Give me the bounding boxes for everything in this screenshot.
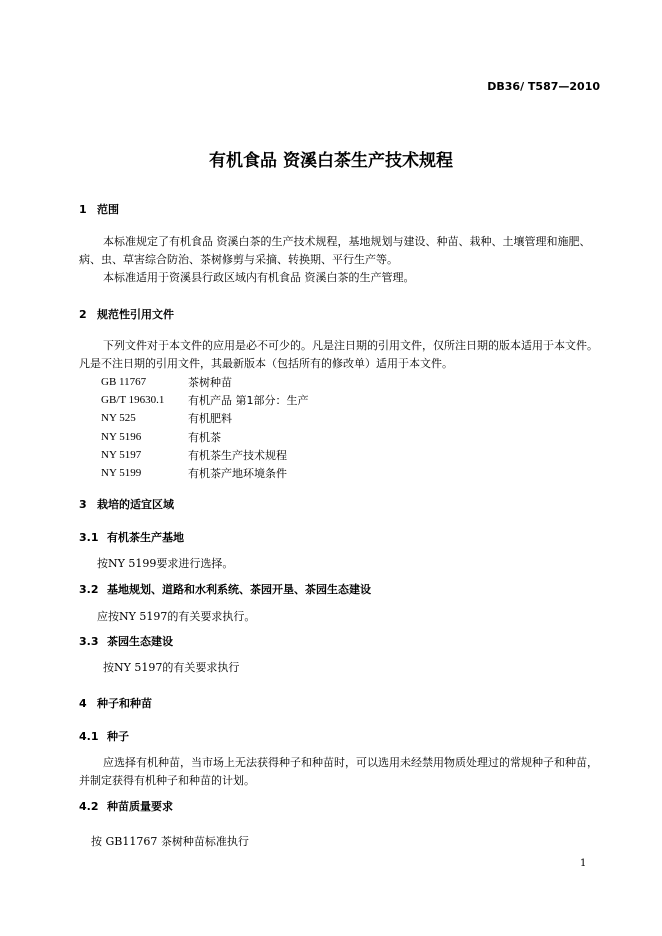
section-number: 2 — [79, 308, 87, 321]
section-4-2-text: 按 GB11767 茶树种苗标准执行 — [91, 835, 249, 848]
section-3-1-text: 按NY 5199要求进行选择。 — [97, 557, 234, 570]
section-number: 4.1 — [79, 730, 99, 743]
section-title: 规范性引用文件 — [97, 308, 174, 321]
reference-title: 有机肥料 — [188, 412, 232, 426]
section-number: 4.2 — [79, 800, 99, 813]
reference-code: GB 11767 — [101, 376, 147, 389]
reference-code: NY 525 — [101, 412, 136, 425]
list-item — [101, 446, 309, 464]
list-item — [101, 373, 309, 391]
reference-title: 有机茶产地环境条件 — [188, 467, 287, 481]
section-3-3-heading — [79, 633, 173, 649]
section-title: 栽培的适宜区域 — [97, 498, 174, 511]
reference-code: GB/T 19630.1 — [101, 394, 165, 407]
section-2-paragraph: 下列文件对于本文件的应用是必不可少的。凡是注日期的引用文件，仅所注日期的版本适用于本文件。凡是不注日期的引用文件，其最新版本（包括所有的修改单）适用于本文件。 — [79, 339, 598, 370]
section-title: 种子和种苗 — [97, 697, 152, 710]
list-item — [101, 428, 309, 446]
section-number: 3 — [79, 498, 87, 511]
section-3-2-heading — [79, 581, 371, 597]
section-title: 基地规划、道路和水利系统、茶园开垦、茶园生态建设 — [107, 583, 371, 596]
page-number: 1 — [580, 858, 587, 869]
section-number: 3.1 — [79, 531, 99, 544]
document-number: DB36/ T587—2010 — [487, 80, 600, 93]
section-3-2-text: 应按NY 5197的有关要求执行。 — [97, 610, 256, 623]
reference-title: 有机茶 — [188, 430, 221, 444]
section-2-heading — [79, 306, 174, 322]
section-number: 3.2 — [79, 583, 99, 596]
reference-code: NY 5197 — [101, 448, 142, 461]
reference-title: 茶树种苗 — [188, 376, 232, 390]
list-item — [101, 464, 309, 482]
reference-code: NY 5199 — [101, 467, 142, 480]
section-4-1-heading — [79, 728, 129, 744]
section-number: 4 — [79, 697, 87, 710]
section-1-paragraph-2: 本标准适用于资溪县行政区域内有机食品 资溪白茶的生产管理。 — [103, 271, 415, 284]
list-item — [101, 391, 309, 409]
section-3-heading — [79, 496, 174, 512]
list-item — [101, 409, 309, 427]
section-4-2-heading — [79, 798, 173, 814]
section-number: 3.3 — [79, 635, 99, 648]
section-1-heading — [79, 201, 119, 217]
section-4-1-text: 应选择有机种苗，当市场上无法获得种子和种苗时，可以选用未经禁用物质处理过的常规种子和种苗，并制定获得有机种子和种苗的计划。 — [79, 756, 598, 787]
normative-references-list — [101, 373, 309, 482]
reference-title: 有机产品 第1部分：生产 — [188, 394, 309, 408]
section-title: 茶园生态建设 — [107, 635, 173, 648]
section-title: 有机茶生产基地 — [107, 531, 184, 544]
section-3-3-text: 按NY 5197的有关要求执行 — [103, 661, 240, 674]
section-1-paragraph-1: 本标准规定了有机食品 资溪白茶的生产技术规程，基地规划与建设、种苗、栽种、土壤管理和施肥、病、虫、草害综合防治、茶树修剪与采摘、转换期、平行生产等。 — [79, 235, 591, 266]
section-3-1-heading — [79, 529, 184, 545]
section-4-heading — [79, 695, 152, 711]
section-number: 1 — [79, 203, 87, 216]
reference-code: NY 5196 — [101, 430, 142, 443]
page-title: 有机食品 资溪白茶生产技术规程 — [209, 151, 453, 171]
reference-title: 有机茶生产技术规程 — [188, 448, 287, 462]
section-title: 范围 — [97, 203, 119, 216]
section-title: 种子 — [107, 730, 129, 743]
section-title: 种苗质量要求 — [107, 800, 173, 813]
